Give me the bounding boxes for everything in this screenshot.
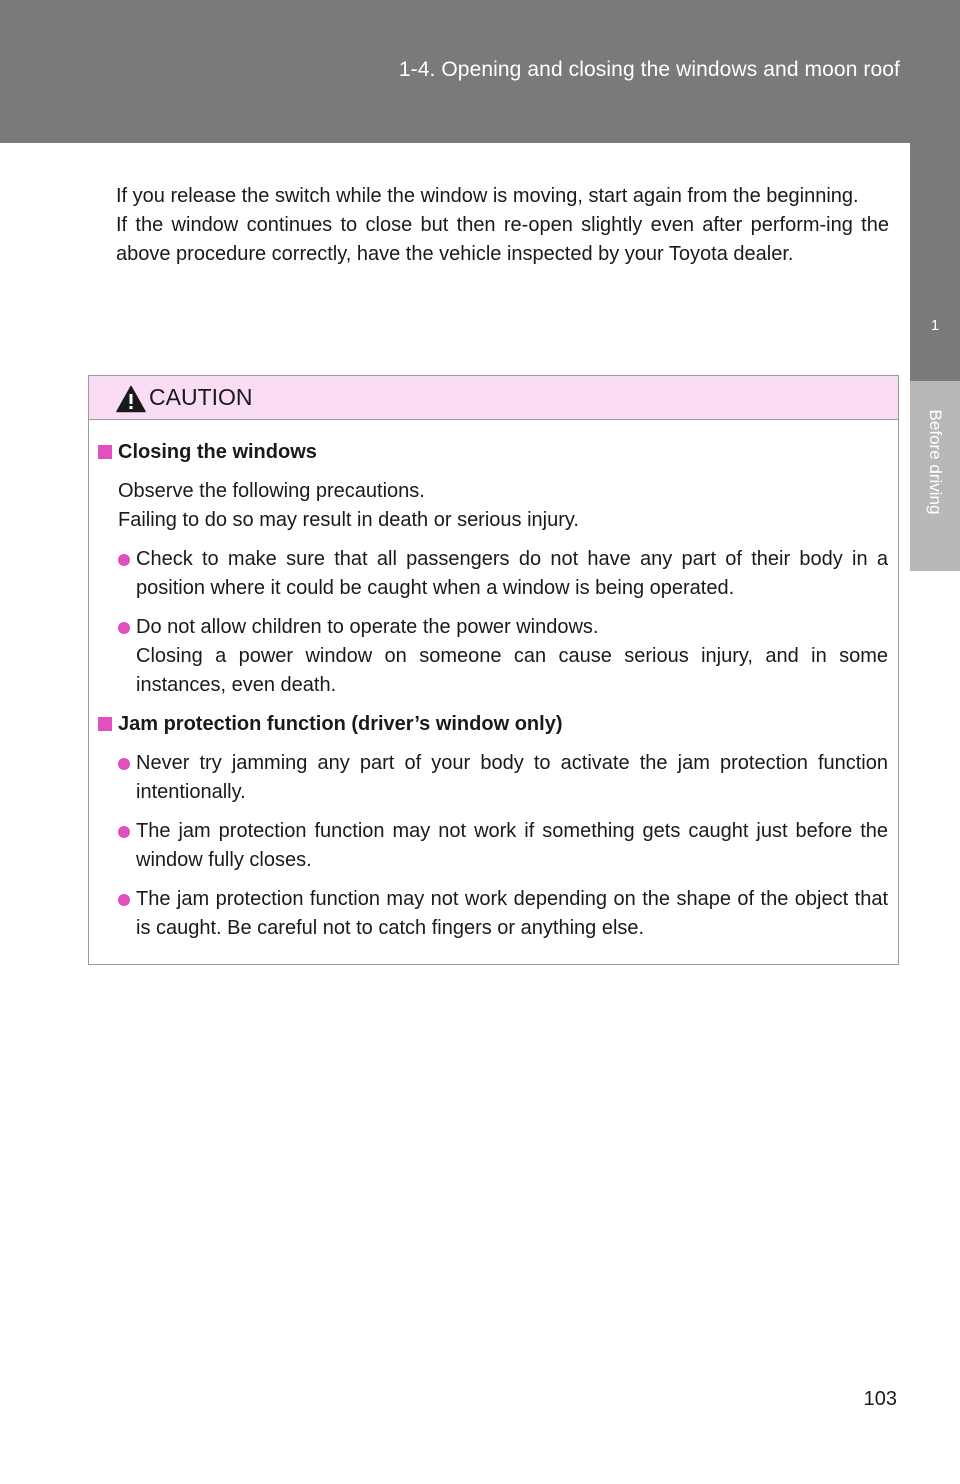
circle-bullet-icon (118, 826, 130, 838)
circle-bullet-icon (118, 894, 130, 906)
list-item-text: The jam protection function may not work if something gets caught just before the window fully closes. (136, 820, 888, 871)
page-number: 103 (863, 1388, 897, 1410)
list-item-text: Do not allow children to operate the power windows. (136, 616, 599, 638)
caution-body (89, 420, 898, 943)
chapter-label: Before driving (926, 409, 945, 515)
list-item (98, 885, 888, 943)
chapter-tab (910, 143, 960, 381)
section-heading-text: Closing the windows (118, 441, 317, 463)
chapter-number: 1 (930, 317, 940, 334)
section-heading (98, 710, 888, 739)
square-bullet-icon (98, 717, 112, 731)
circle-bullet-icon (118, 622, 130, 634)
section-heading-text: Jam protection function (driver’s window only) (118, 713, 563, 735)
list-item (98, 749, 888, 807)
section-intro (98, 477, 888, 535)
square-bullet-icon (98, 445, 112, 459)
section-intro-line: Observe the following precautions. (118, 480, 425, 502)
intro-paragraph: If you release the switch while the window is moving, start again from the beginning. (116, 185, 859, 207)
list-item-text: Check to make sure that all passengers do not have any part of their body in a position where it could be caught when a window is being operated. (136, 548, 888, 599)
section-title: 1-4. Opening and closing the windows and moon roof (398, 58, 900, 81)
list-item (98, 817, 888, 875)
warning-triangle-icon (116, 385, 146, 413)
section-heading (98, 438, 888, 467)
circle-bullet-icon (118, 554, 130, 566)
circle-bullet-icon (118, 758, 130, 770)
list-item (98, 613, 888, 700)
intro-paragraph: If the window continues to close but then re-open slightly even after perform-ing the above procedure correctly, have the vehicle inspected by your Toyota dealer. (116, 214, 889, 265)
list-item-text: The jam protection function may not work depending on the shape of the object that is caught. Be careful not to catch fingers or anything else. (136, 888, 888, 939)
list-item-text: Never try jamming any part of your body to activate the jam protection function intentionally. (136, 752, 888, 803)
section-intro-line: Failing to do so may result in death or serious injury. (118, 509, 579, 531)
list-item (98, 545, 888, 603)
page-header (0, 0, 960, 143)
caution-box (88, 375, 899, 965)
intro-text (116, 182, 889, 269)
list-item-text: Closing a power window on someone can cause serious injury, and in some instances, even death. (136, 645, 888, 696)
caution-title: CAUTION (149, 384, 253, 410)
caution-header (89, 376, 898, 420)
